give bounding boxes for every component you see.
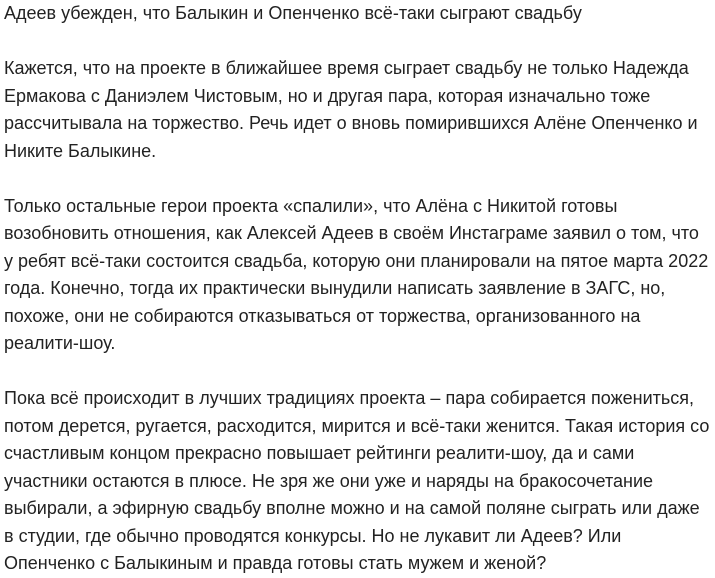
article-title: Адеев убежден, что Балыкин и Опенченко всё-таки сыграют свадьбу [4, 3, 582, 23]
article-paragraph-2: Только остальные герои проекта «спалили», что Алёна с Никитой готовы возобновить отношения, как Алексей Адеев в своём Инстаграме заявил о том, что у ребят всё-таки состоится свадьба, которую они планировали на пятое марта 2022 года. Конечно, тогда их практически вынудили написать заявление в ЗАГС, но, похоже, они не собираются отказываться от торжества, организованного на реалити-шоу. [4, 195, 709, 353]
article [4, 0, 712, 578]
article-paragraph-1: Кажется, что на проекте в ближайшее время сыграет свадьбу не только Надежда Ермакова с Даниэлем Чистовым, но и другая пара, которая изначально тоже рассчитывала на торжество. Речь идет о вновь помирившихся Алёне Опенченко и Никите Балыкине. [4, 58, 698, 161]
article-paragraph-3: Пока всё происходит в лучших традициях проекта – пара собирается пожениться, потом дерется, ругается, расходится, мирится и всё-таки женится. Такая история со счастливым концом прекрасно повышает рейтинги реалити-шоу, да и сами участники остаются в плюсе. Не зря же они уже и наряды на бракосочетание выбирали, а эфирную свадьбу вполне можно и на самой поляне сыграть или даже в студии, где обычно проводятся конкурсы. Но не лукавит ли Адеев? Или Опенченко с Балыкиным и правда готовы стать мужем и женой? [4, 388, 710, 573]
